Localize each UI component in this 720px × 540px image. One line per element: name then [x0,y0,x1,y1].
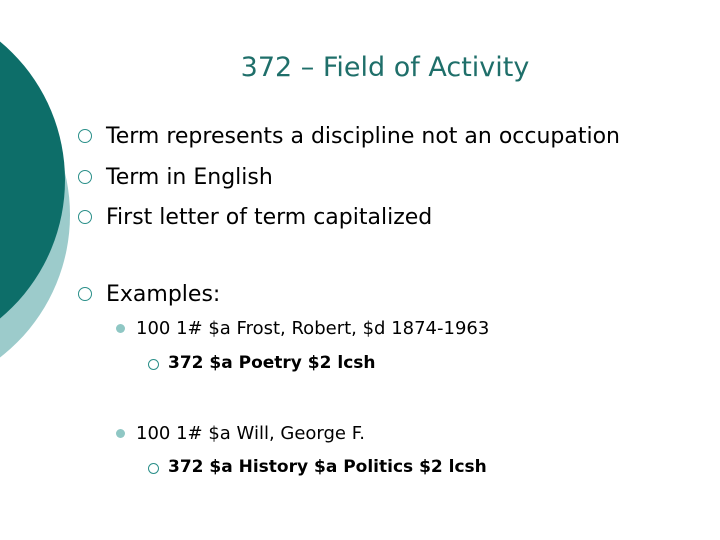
filled-dot-bullet-icon [116,429,125,438]
bullet-text: Term represents a discipline not an occupation [106,124,621,149]
bullet-item [106,165,273,190]
example-line: 100 1# $a Frost, Robert, $d 1874-1963 [136,318,490,339]
hollow-circle-bullet-icon [78,170,92,184]
hollow-circle-bullet-icon [78,210,92,224]
example-subitem [148,457,487,477]
example-subitem [148,353,376,373]
bullet-item [106,205,432,230]
hollow-circle-bullet-icon [78,287,92,301]
example-line: 100 1# $a Will, George F. [136,423,365,444]
bullet-text: First letter of term capitalized [106,205,433,230]
bullet-item [106,124,620,149]
hollow-circle-bullet-icon [148,463,159,474]
bullet-text: Term in English [106,165,273,190]
example-item [136,318,489,339]
example-subline: 372 $a History $a Politics $2 lcsh [168,457,487,477]
example-item [136,423,365,444]
slide-title: 372 – Field of Activity [240,52,530,83]
hollow-circle-bullet-icon [78,129,92,143]
hollow-circle-bullet-icon [148,359,159,370]
filled-dot-bullet-icon [116,324,125,333]
bullet-item [106,282,220,307]
example-subline: 372 $a Poetry $2 lcsh [168,353,376,373]
bullet-text: Examples: [106,282,221,307]
